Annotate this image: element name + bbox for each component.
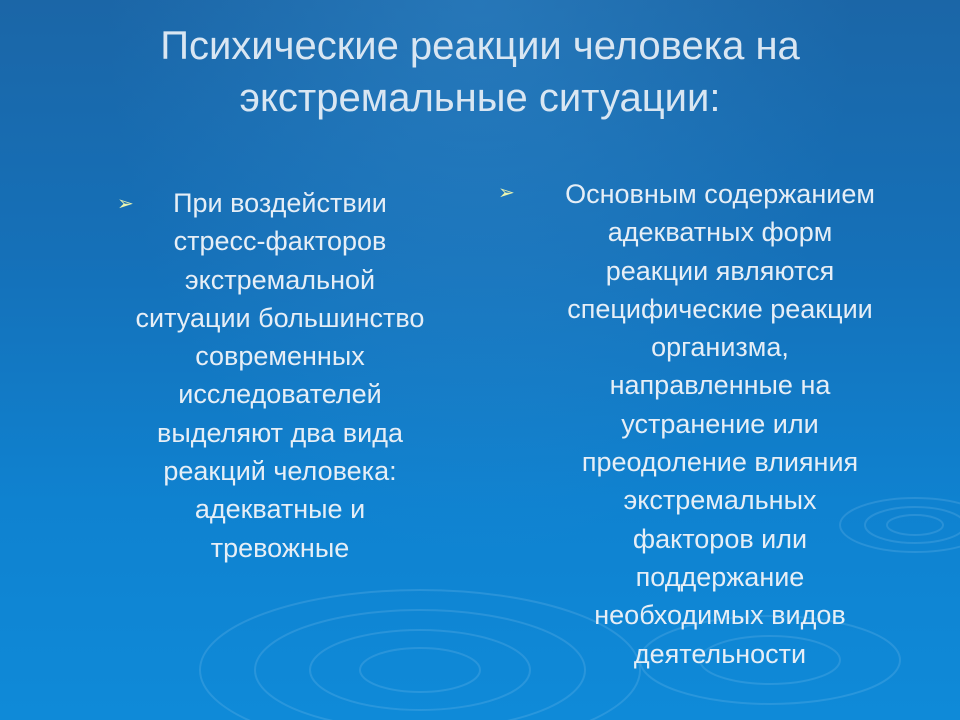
- right-bullet-text: [520, 175, 920, 673]
- text-line: деятельности: [633, 638, 807, 669]
- text-line: устранение или: [621, 408, 819, 439]
- text-line: реакции являются: [605, 255, 835, 286]
- bullet-arrow-icon: ➢: [117, 191, 134, 215]
- slide-title-line: Психические реакции человека на: [160, 24, 800, 68]
- text-line: Основным содержанием: [565, 179, 875, 209]
- left-bullet-text: [95, 184, 465, 567]
- text-line: современных: [195, 341, 365, 372]
- text-line: экстремальных: [623, 485, 817, 516]
- slide-title: [60, 20, 900, 124]
- text-line: организма,: [651, 332, 789, 363]
- text-line: поддержание: [635, 561, 805, 592]
- text-line: направленные на: [609, 370, 831, 401]
- text-line: специфические реакции: [567, 293, 873, 324]
- text-line: выделяют два вида: [156, 417, 404, 448]
- text-line: тревожные: [210, 532, 350, 563]
- text-line: При воздействии: [173, 188, 387, 218]
- text-line: реакций человека:: [163, 456, 397, 487]
- text-line: преодоление влияния: [581, 447, 859, 478]
- text-line: стресс-факторов: [173, 226, 387, 257]
- text-line: адекватных форм: [607, 217, 833, 248]
- text-line: исследователей: [178, 379, 382, 410]
- text-line: факторов или: [632, 523, 808, 554]
- slide-title-line: экстремальные ситуации:: [239, 76, 721, 120]
- bullet-arrow-icon: ➢: [498, 180, 515, 204]
- text-line: необходимых видов: [594, 600, 846, 631]
- text-line: адекватные и: [194, 494, 366, 525]
- text-line: ситуации большинство: [135, 302, 425, 333]
- text-line: экстремальной: [184, 264, 376, 295]
